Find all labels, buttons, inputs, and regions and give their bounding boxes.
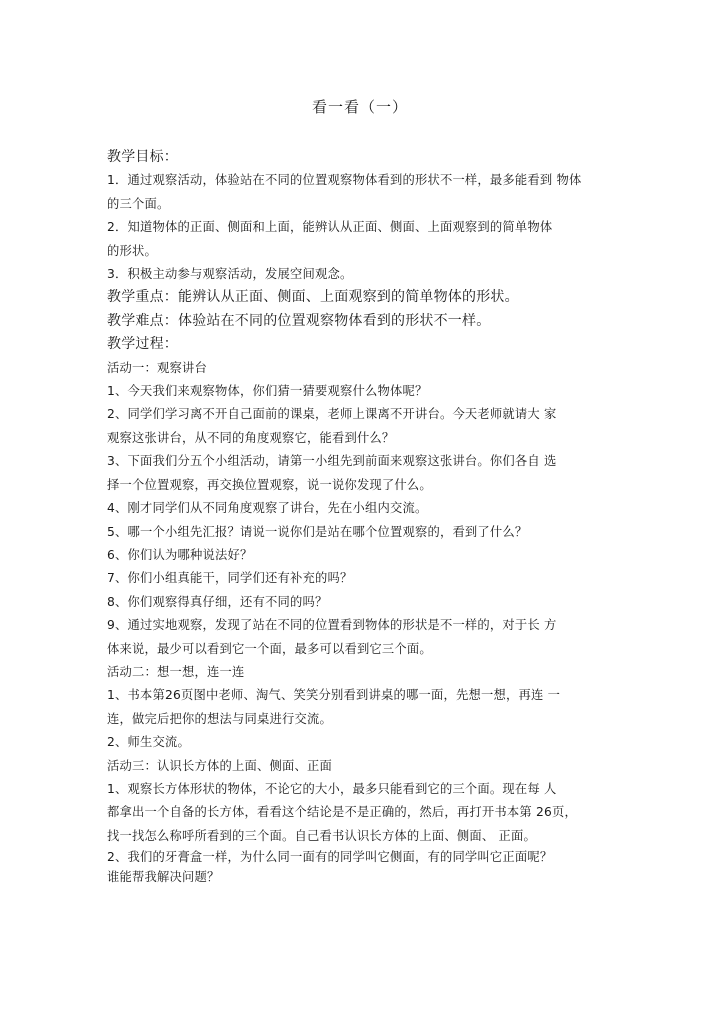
body-line: 2、我们的牙膏盒一样，为什么同一面有的同学叫它侧面，有的同学叫它正面呢？ xyxy=(107,850,553,865)
document-body xyxy=(107,146,619,890)
body-line: 3、下面我们分五个小组活动，请第一小组先到前面来观察这张讲台。你们各自 选 xyxy=(107,454,557,469)
body-line: 7、你们小组真能干，同学们还有补充的吗？ xyxy=(107,571,353,586)
body-line: 活动二：想一想，连一连 xyxy=(107,664,245,679)
body-line: 活动一：观察讲台 xyxy=(107,360,207,375)
body-line: 都拿出一个自备的长方体，看看这个结论是不是正确的，然后，再打开书本第 26页， xyxy=(107,805,578,820)
body-line: 择一个位置观察，再交换位置观察，说一说你发现了什么。 xyxy=(107,477,432,492)
body-line: 2、师生交流。 xyxy=(107,735,191,750)
section-heading: 教学重点：能辨认从正面、侧面、上面观察到的简单物体的形状。 xyxy=(107,289,519,306)
body-line: 1．通过观察活动，体验站在不同的位置观察物体看到的形状不一样，最多能看到 物体 xyxy=(107,173,582,188)
body-line: 连，做完后把你的想法与同桌进行交流。 xyxy=(107,711,332,726)
body-line: 3．积极主动参与观察活动，发展空间观念。 xyxy=(107,267,353,282)
body-line: 谁能帮我解决问题？ xyxy=(107,870,220,885)
section-heading: 教学过程： xyxy=(107,336,178,353)
body-line: 5、哪一个小组先汇报？请说一说你们是站在哪个位置观察的，看到了什么？ xyxy=(107,524,528,539)
body-line: 的三个面。 xyxy=(107,196,170,211)
body-line: 2、同学们学习离不开自己面前的课桌，老师上课离不开讲台。今天老师就请大 家 xyxy=(107,407,557,422)
section-heading: 教学难点：体验站在不同的位置观察物体看到的形状不一样。 xyxy=(107,312,491,329)
body-line: 4、刚才同学们从不同角度观察了讲台，先在小组内交流。 xyxy=(107,501,428,516)
body-line: 8、你们观察得真仔细，还有不同的吗？ xyxy=(107,594,328,609)
body-line: 1、观察长方体形状的物体，不论它的大小，最多只能看到它的三个面。现在每 人 xyxy=(107,781,557,796)
body-line: 观察这张讲台，从不同的角度观察它，能看到什么？ xyxy=(107,430,395,445)
body-line: 9、通过实地观察，发现了站在不同的位置看到物体的形状是不一样的，对于长 方 xyxy=(107,618,557,633)
body-line: 1、今天我们来观察物体，你们猜一猜要观察什么物体呢？ xyxy=(107,384,428,399)
body-line: 2．知道物体的正面、侧面和上面，能辨认从正面、侧面、上面观察到的简单物体 xyxy=(107,220,553,235)
body-line: 6、你们认为哪种说法好？ xyxy=(107,547,253,562)
body-line: 体来说，最少可以看到它一个面，最多可以看到它三个面。 xyxy=(107,641,432,656)
body-line: 找一找怎么称呼所看到的三个面。自己看书认识长方体的上面、侧面、 正面。 xyxy=(107,828,537,843)
section-heading: 教学目标： xyxy=(107,149,178,165)
body-line: 活动三：认识长方体的上面、侧面、正面 xyxy=(107,758,332,773)
document-title: 看一看（一） xyxy=(311,98,408,116)
body-line: 的形状。 xyxy=(107,243,157,258)
body-line: 1、书本第26页图中老师、淘气、笑笑分别看到讲桌的哪一面，先想一想，再连 一 xyxy=(107,688,561,703)
